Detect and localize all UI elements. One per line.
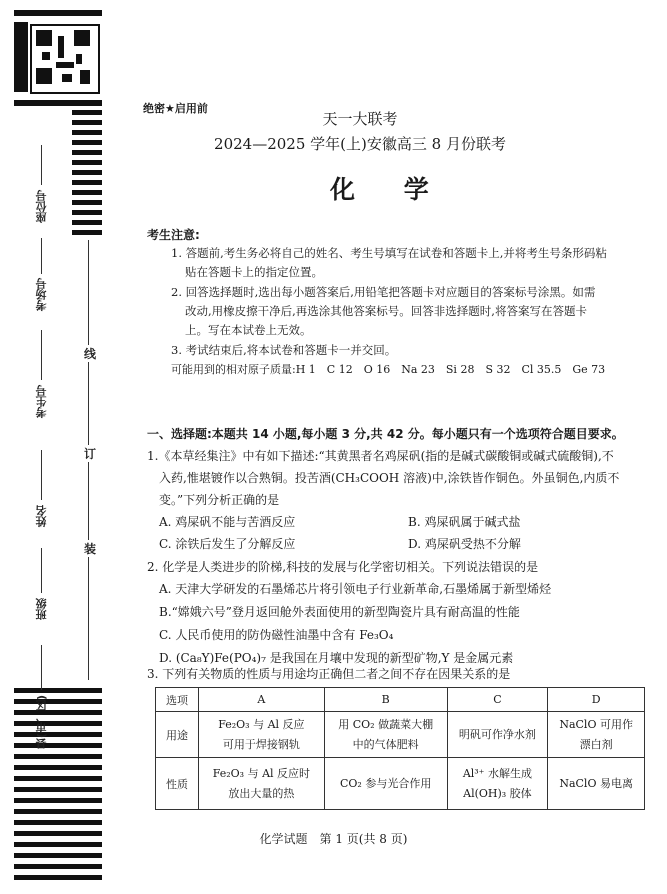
table-cell: 明矾可作净水剂 (447, 712, 548, 758)
notice-heading: 考生注意: (147, 228, 200, 242)
table-cell: 用 CO₂ 做蔬菜大棚 中的气体肥料 (324, 712, 447, 758)
table-cell: CO₂ 参与光合作用 (324, 758, 447, 810)
q2-option-b: B.“嫦娥六号”登月返回舱外表面使用的新型陶瓷片具有耐高温的性能 (159, 605, 520, 619)
name-line (41, 450, 42, 500)
class-label: 班级 (35, 598, 48, 620)
q3-stem: 3. 下列有关物质的性质与用途均正确但二者之间不存在因果关系的是 (147, 667, 511, 681)
table-header-cell: D (548, 688, 645, 712)
q3-table (155, 687, 645, 810)
q2-option-a: A. 天津大学研发的石墨烯芯片将引领电子行业新革命,石墨烯属于新型烯烃 (159, 582, 552, 596)
q1-line: 变。”下列分析正确的是 (159, 493, 280, 507)
confidential-label: 绝密★启用前 (143, 102, 208, 115)
name-label: 姓名 (35, 505, 48, 527)
cut-mark-mount: 装 (84, 542, 97, 556)
cut-mark-line: 线 (84, 347, 97, 361)
county-label: 县(市、区) (35, 695, 48, 750)
table-row-label: 性质 (156, 758, 199, 810)
q1-option-c: C. 涂铁后发生了分解反应 (159, 537, 296, 551)
atomic-masses: 可能用到的相对原子质量:H 1 C 12 O 16 Na 23 Si 28 S 32 Cl 35.5 Ge 73 (171, 363, 606, 376)
q2-option-d: D. (Ca₈Y)Fe(PO₄)₇ 是我国在月壤中发现的新型矿物,Y 是金属元素 (159, 651, 514, 665)
table-cell: Fe₂O₃ 与 Al 反应时 放出大量的热 (199, 758, 325, 810)
notice-item: 上。写在本试卷上无效。 (185, 323, 312, 337)
exam-room-line (41, 238, 42, 274)
table-cell: NaClO 可用作 漂白剂 (548, 712, 645, 758)
table-header-cell: 选项 (156, 688, 199, 712)
q2-stem: 2. 化学是人类进步的阶梯,科技的发展与化学密切相关。下列说法错误的是 (147, 560, 539, 574)
table-cell: Al³⁺ 水解生成 Al(OH)₃ 胶体 (447, 758, 548, 810)
class-line (41, 548, 42, 593)
q1-option-d: D. 鸡屎矾受热不分解 (408, 537, 521, 551)
exam-room-label: 考场号 (35, 278, 48, 311)
table-row-label: 用途 (156, 712, 199, 758)
candidate-number-label: 考生号 (35, 385, 48, 418)
page-footer: 化学试题 第 1 页(共 8 页) (259, 832, 408, 846)
q1-option-a-text: A. 鸡屎矾不能与苦酒反应 (159, 515, 296, 529)
table-cell: NaClO 易电离 (548, 758, 645, 810)
table-header-cell: B (324, 688, 447, 712)
qr-code (30, 24, 100, 94)
notice-item: 2. 回答选择题时,选出每小题答案后,用铅笔把答题卡对应题目的答案标号涂黑。如需 (171, 285, 596, 299)
table-header-cell: C (447, 688, 548, 712)
notice-item: 3. 考试结束后,将本试卷和答题卡一并交回。 (171, 343, 397, 357)
section-heading: 一、选择题:本题共 14 小题,每小题 3 分,共 42 分。每小题只有一个选项符合题目要求。 (147, 427, 624, 441)
notice-item: 改动,用橡皮擦干净后,再选涂其他答案标号。回答非选择题时,将答案写在答题卡 (185, 304, 587, 318)
exam-org-title: 天一大联考 (322, 110, 398, 128)
seat-number-line (41, 145, 42, 185)
subject-title: 化 学 (330, 175, 449, 204)
q1-line: 1.《本草经集注》中有如下描述:“其黄黑者名鸡屎矾(指的是碱式碳酸铜或碱式硫酸铜),不 (147, 449, 614, 463)
candidate-number-line (41, 330, 42, 380)
cut-mark-bind: 订 (84, 447, 97, 461)
q1-option-b: B. 鸡屎矾属于碱式盐 (408, 515, 521, 529)
seat-number-label: 座位号 (35, 190, 48, 223)
table-cell: Fe₂O₃ 与 Al 反应 可用于焊接钢轨 (199, 712, 325, 758)
exam-title: 2024—2025 学年(上)安徽高三 8 月份联考 (214, 135, 506, 153)
q1-line: 入药,惟堪镀作以合熟铜。投苦酒(CH₃COOH 溶液)中,涂铁皆作铜色。外虽铜色,内质不 (159, 471, 620, 485)
notice-item: 1. 答题前,考生务必将自己的姓名、考生号填写在试卷和答题卡上,并将考生号条形码粘 (171, 246, 607, 260)
table-header-cell: A (199, 688, 325, 712)
notice-item: 贴在答题卡上的指定位置。 (185, 265, 323, 279)
county-line (41, 645, 42, 690)
q2-option-c: C. 人民币使用的防伪磁性油墨中含有 Fe₃O₄ (159, 628, 394, 642)
